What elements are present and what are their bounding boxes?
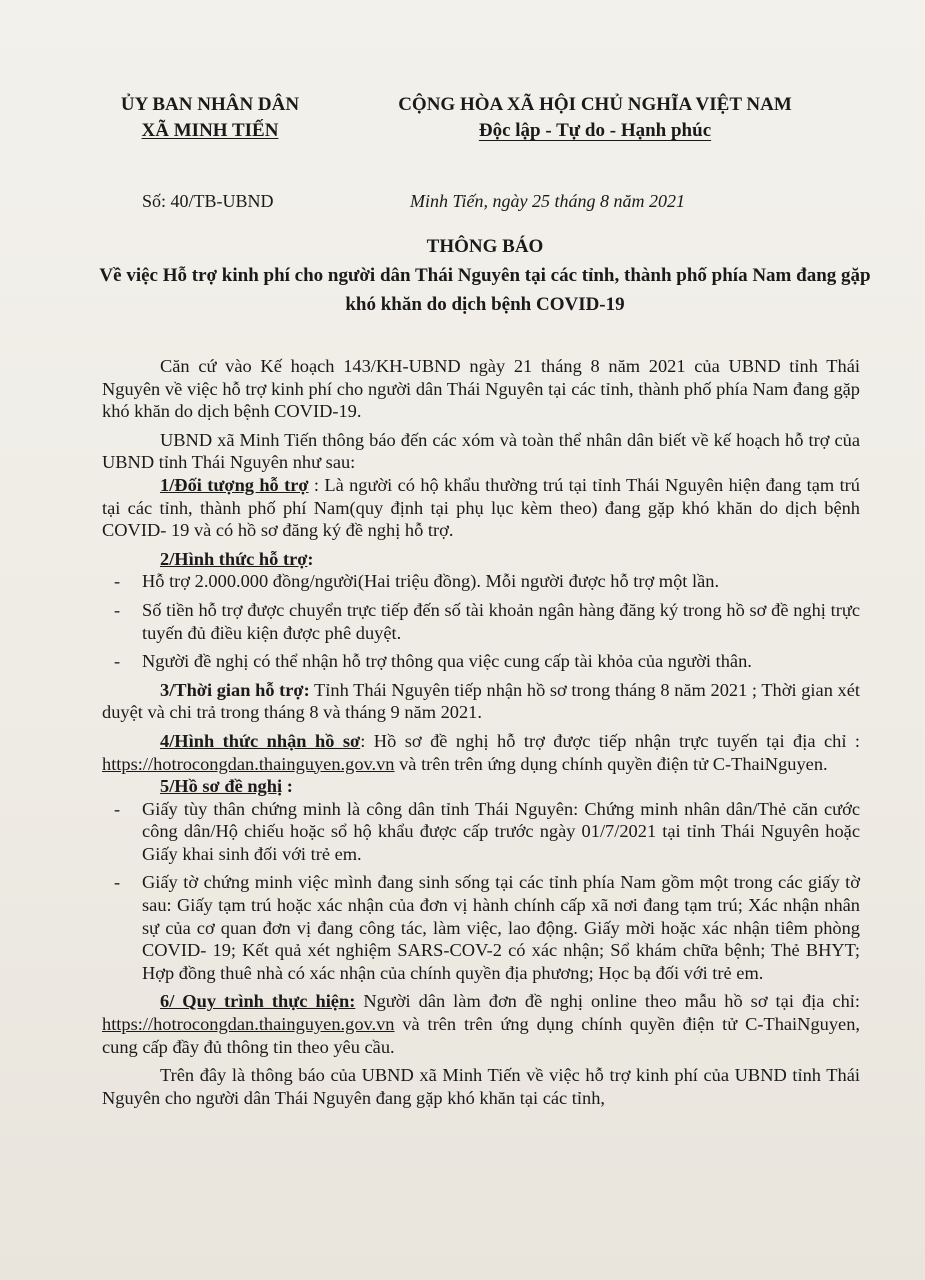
section-6	[102, 990, 860, 1058]
dash-mark: -	[114, 872, 121, 893]
list-item-text: Hỗ trợ 2.000.000 đồng/người(Hai triệu đồng). Mỗi người được hỗ trợ một lần.	[142, 571, 720, 592]
section-1-heading: 1/Đối tượng hỗ trợ	[160, 474, 309, 495]
document-date: Minh Tiến, ngày 25 tháng 8 năm 2021	[410, 191, 685, 211]
paragraph-announcement: UBND xã Minh Tiến thông báo đến các xóm và toàn thể nhân dân biết về kế hoạch hỗ trợ của UBND tỉnh Thái Nguyên như sau:	[102, 429, 860, 473]
section-5-colon: :	[282, 776, 293, 797]
dash-mark: -	[114, 798, 121, 819]
section-6-heading: 6/ Quy trình thực hiện:	[160, 991, 356, 1012]
section-6-link[interactable]: https://hotrocongdan.thainguyen.gov.vn	[102, 1014, 395, 1035]
section-4	[102, 730, 860, 775]
national-heading	[340, 92, 850, 144]
section-6-text-a: Người dân làm đơn đề nghị online theo mẫu hồ sơ tại địa chỉ:	[355, 991, 861, 1012]
section-3	[102, 679, 860, 724]
list-item	[102, 570, 860, 593]
issuing-authority	[112, 92, 308, 144]
section-4-text-b: và trên trên ứng dụng chính quyền điện tử C-ThaiNguyen.	[394, 753, 828, 774]
dash-mark: -	[114, 571, 121, 592]
list-item-text: Người đề nghị có thể nhận hỗ trợ thông qua việc cung cấp tài khỏa của người thân.	[142, 651, 752, 672]
section-4-heading: 4/Hình thức nhận hồ sơ	[160, 730, 361, 751]
list-item	[102, 798, 860, 866]
paragraph-closing: Trên đây là thông báo của UBND xã Minh Tiến về việc hỗ trợ kinh phí của UBND tỉnh Thái Nguyên cho người dân Thái Nguyên đang gặp khó khăn tại các tỉnh,	[102, 1065, 860, 1108]
section-2-colon: :	[307, 548, 314, 569]
section-4-text-a: : Hồ sơ đề nghị hỗ trợ được tiếp nhận trực tuyến tại địa chỉ :	[360, 730, 860, 751]
list-item	[102, 650, 860, 673]
paragraph-legal-basis: Căn cứ vào Kế hoạch 143/KH-UBND ngày 21 tháng 8 năm 2021 của UBND tỉnh Thái Nguyên về việc hỗ trợ kinh phí cho người dân Thái Nguyên tại các tỉnh, thành phố phía Nam đang gặp khó khăn do dịch bệnh COVID-19.	[102, 356, 860, 422]
notice-title-block	[90, 232, 880, 319]
list-item-text: Số tiền hỗ trợ được chuyển trực tiếp đến số tài khoản ngân hàng đăng ký trong hồ sơ đề nghị trực tuyến đủ điều kiện được phê duyệt.	[142, 599, 860, 643]
section-5-heading: 5/Hồ sơ đề nghị	[160, 776, 283, 797]
dash-mark: -	[114, 599, 121, 620]
notice-title: THÔNG BÁO	[426, 236, 544, 257]
section-4-link[interactable]: https://hotrocongdan.thainguyen.gov.vn	[102, 753, 395, 774]
list-item-text: Giấy tờ chứng minh việc mình đang sinh sống tại các tỉnh phía Nam gồm một trong các giấy tờ sau: Giấy tạm trú hoặc xác nhận của đơn vị hành chính cấp xã nơi đang tạm trú; Xác nhận nhân sự của cơ quan đơn vị đang công tác, làm việc, lao động. Giấy mời hoặc xác nhận tiêm phòng COVID- 19; Kết quả xét nghiệm SARS-COV-2 có xác nhận; Sổ khám chữa bệnh; Thẻ BHYT; Hợp đồng thuê nhà có xác nhận của chính quyền địa phương; Học bạ đối với trẻ em.	[142, 872, 860, 983]
document-body	[102, 355, 860, 1109]
list-item	[102, 599, 860, 644]
list-item	[102, 871, 860, 984]
authority-line-1: ỦY BAN NHÂN DÂN	[120, 94, 300, 115]
list-item-text: Giấy tùy thân chứng minh là công dân tỉnh Thái Nguyên: Chứng minh nhân dân/Thẻ căn cước công dân/Hộ chiếu hoặc sổ hộ khẩu được cấp trước ngày 01/7/2021 tại tỉnh Thái Nguyên hoặc Giấy khai sinh đối với trẻ em.	[142, 798, 860, 864]
section-3-text: Tỉnh Thái Nguyên tiếp nhận hồ sơ trong tháng 8 năm 2021 ; Thời gian xét duyệt và chi trả trong tháng 8 và tháng 9 năm 2021.	[102, 679, 860, 723]
section-3-heading: 3/Thời gian hỗ trợ:	[160, 679, 310, 700]
section-2-heading: 2/Hình thức hỗ trợ	[160, 548, 308, 569]
authority-line-2: XÃ MINH TIẾN	[141, 120, 279, 141]
section-2	[102, 548, 860, 571]
section-1-text: : Là người có hộ khẩu thường trú tại tỉnh Thái Nguyên hiện đang tạm trú tại các tỉnh, thành phố phí Nam(quy định tại phụ lục kèm theo) đang gặp khó khăn do dịch bệnh COVID- 19 và có hồ sơ đăng ký đề nghị hỗ trợ.	[102, 474, 860, 541]
national-motto: Độc lập - Tự do - Hạnh phúc	[478, 120, 712, 141]
section-6-text-b: và trên trên ứng dụng chính quyền điện tử C-ThaiNguyen, cung cấp đầy đủ thông tin theo yêu cầu.	[102, 1014, 860, 1057]
notice-subject: Về việc Hỗ trợ kinh phí cho người dân Thái Nguyên tại các tỉnh, thành phố phía Nam đang gặp khó khăn do dịch bệnh COVID-19	[99, 265, 871, 315]
section-5	[102, 775, 860, 798]
dash-mark: -	[114, 651, 121, 672]
section-1	[102, 474, 860, 542]
document-number: Số: 40/TB-UBND	[142, 191, 274, 211]
nation-name: CỘNG HÒA XÃ HỘI CHỦ NGHĨA VIỆT NAM	[398, 94, 792, 115]
